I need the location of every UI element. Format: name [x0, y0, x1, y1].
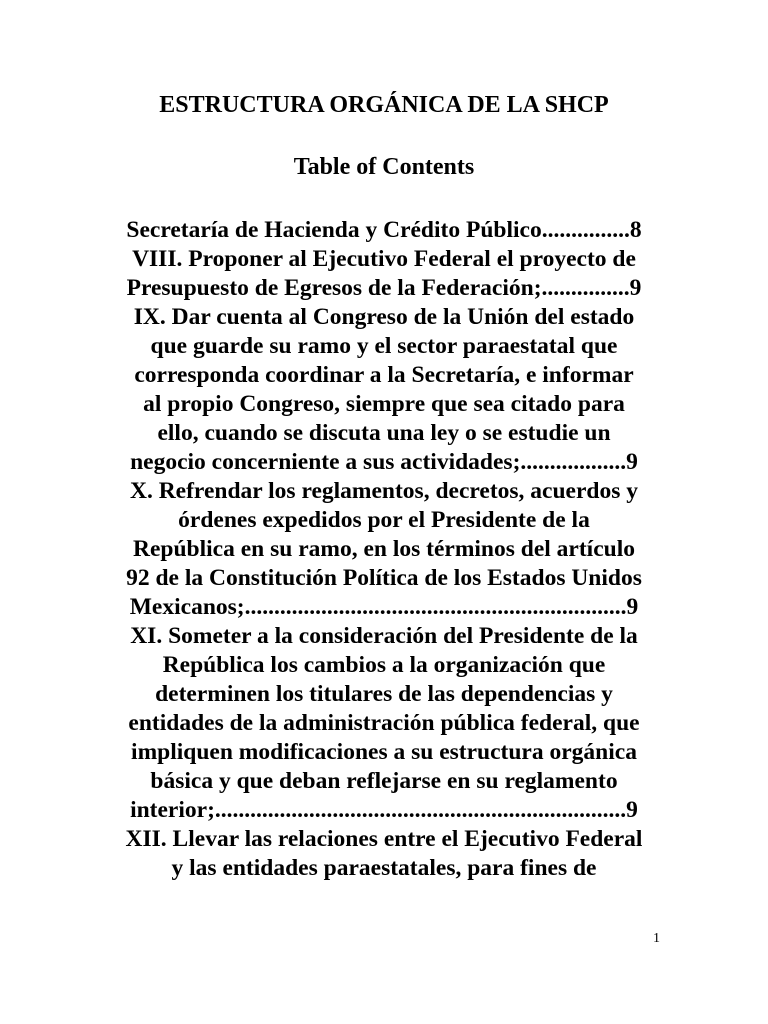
toc-line: y las entidades paraestatales, para fines de — [171, 855, 597, 881]
document-title: ESTRUCTURA ORGÁNICA DE LA SHCP — [159, 92, 609, 118]
toc-line: República en su ramo, en los términos del artículo — [133, 536, 635, 562]
toc-line: que guarde su ramo y el sector paraestatal que — [150, 333, 618, 359]
toc-line: básica y que deban reflejarse en su reglamento — [150, 768, 618, 794]
toc-line: Mexicanos;.................................................................9 — [129, 594, 639, 620]
toc-line: órdenes expedidos por el Presidente de la — [178, 507, 590, 533]
toc-line: Secretaría de Hacienda y Crédito Público...............8 — [126, 217, 642, 243]
toc-line: determinen los titulares de las dependencias y — [155, 681, 613, 707]
toc-line: IX. Dar cuenta al Congreso de la Unión del estado — [133, 304, 635, 330]
toc-line: al propio Congreso, siempre que sea citado para — [143, 391, 625, 417]
toc-line: 92 de la Constitución Política de los Estados Unidos — [126, 565, 642, 591]
toc-line: entidades de la administración pública federal, que — [128, 710, 640, 736]
toc-line: República los cambios a la organización que — [162, 652, 606, 678]
toc-line: Presupuesto de Egresos de la Federación;...............9 — [126, 275, 642, 301]
toc-line: XI. Someter a la consideración del Presidente de la — [130, 623, 638, 649]
toc-line: interior;......................................................................9 — [130, 797, 638, 823]
toc-heading: Table of Contents — [293, 154, 475, 180]
toc-line: negocio concerniente a sus actividades;..................9 — [130, 449, 638, 475]
toc-line: ello, cuando se discuta una ley o se estudie un — [157, 420, 611, 446]
page-number: 1 — [653, 931, 660, 946]
toc-line: impliquen modificaciones a su estructura orgánica — [131, 739, 637, 765]
toc-list — [100, 216, 668, 883]
toc-line: X. Refrendar los reglamentos, decretos, acuerdos y — [129, 478, 638, 504]
toc-line: XII. Llevar las relaciones entre el Ejecutivo Federal — [125, 826, 643, 852]
toc-line: corresponda coordinar a la Secretaría, e informar — [134, 362, 634, 388]
toc-line: VIII. Proponer al Ejecutivo Federal el proyecto de — [132, 246, 636, 272]
